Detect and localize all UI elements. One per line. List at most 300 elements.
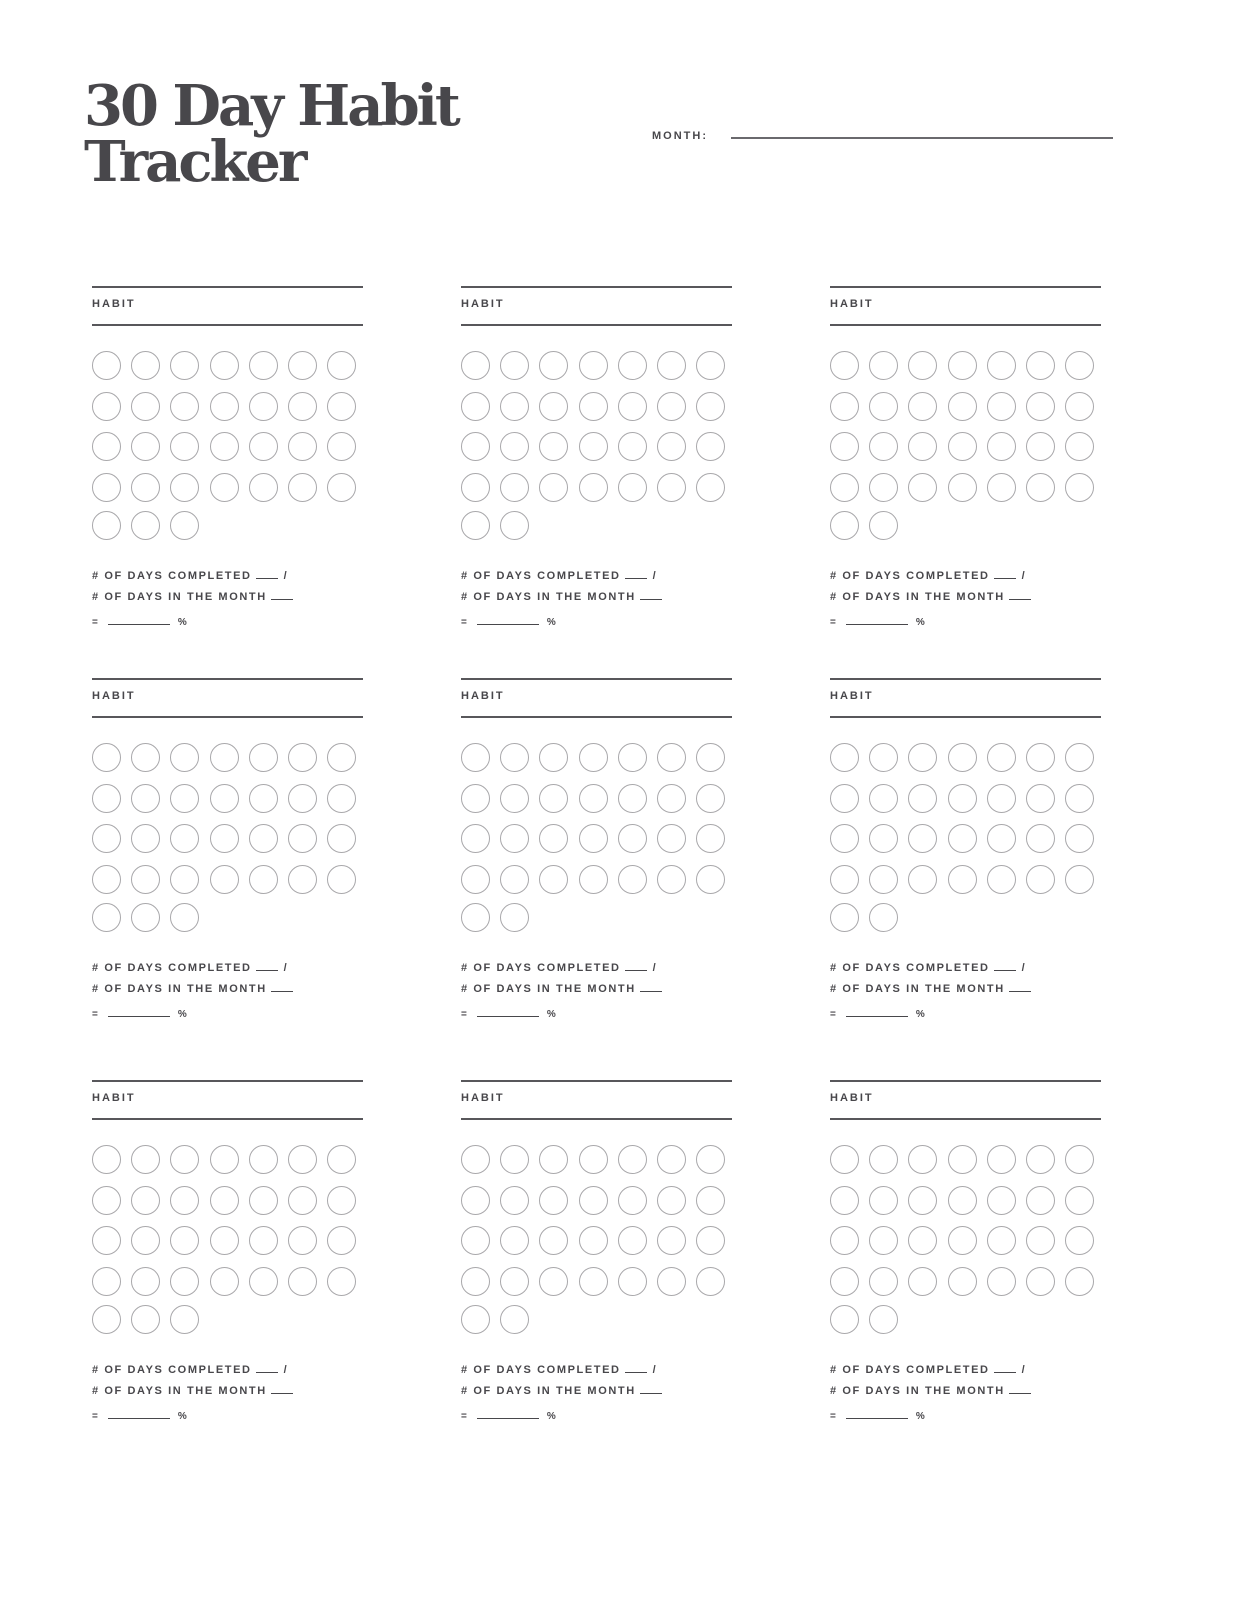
day-circle[interactable] bbox=[987, 784, 1016, 813]
habit-name-line[interactable] bbox=[830, 716, 1101, 718]
day-circle[interactable] bbox=[908, 865, 937, 894]
day-circle[interactable] bbox=[131, 1305, 160, 1334]
day-circle[interactable] bbox=[327, 1145, 356, 1174]
day-circle[interactable] bbox=[500, 511, 529, 540]
day-circle[interactable] bbox=[500, 1267, 529, 1296]
day-circle[interactable] bbox=[696, 824, 725, 853]
day-circle[interactable] bbox=[696, 473, 725, 502]
day-circle[interactable] bbox=[461, 351, 490, 380]
day-circle[interactable] bbox=[579, 473, 608, 502]
day-circle[interactable] bbox=[288, 865, 317, 894]
day-circle[interactable] bbox=[249, 1186, 278, 1215]
day-circle[interactable] bbox=[618, 392, 647, 421]
day-circle[interactable] bbox=[461, 1226, 490, 1255]
day-circle[interactable] bbox=[948, 824, 977, 853]
day-circle[interactable] bbox=[500, 903, 529, 932]
day-circle[interactable] bbox=[657, 824, 686, 853]
day-circle[interactable] bbox=[869, 1267, 898, 1296]
day-circle[interactable] bbox=[288, 1145, 317, 1174]
day-circle[interactable] bbox=[1026, 1267, 1055, 1296]
day-circle[interactable] bbox=[696, 432, 725, 461]
day-circle[interactable] bbox=[210, 865, 239, 894]
day-circle[interactable] bbox=[696, 392, 725, 421]
habit-name-line[interactable] bbox=[92, 324, 363, 326]
day-circle[interactable] bbox=[210, 784, 239, 813]
day-circle[interactable] bbox=[327, 865, 356, 894]
percentage-blank[interactable] bbox=[477, 1007, 539, 1017]
day-circle[interactable] bbox=[539, 392, 568, 421]
day-circle[interactable] bbox=[987, 865, 1016, 894]
day-circle[interactable] bbox=[869, 432, 898, 461]
days-completed-blank[interactable] bbox=[256, 569, 278, 579]
day-circle[interactable] bbox=[288, 743, 317, 772]
day-circle[interactable] bbox=[461, 1267, 490, 1296]
day-circle[interactable] bbox=[948, 392, 977, 421]
day-circle[interactable] bbox=[170, 1305, 199, 1334]
day-circle[interactable] bbox=[696, 1226, 725, 1255]
day-circle[interactable] bbox=[830, 473, 859, 502]
day-circle[interactable] bbox=[500, 473, 529, 502]
day-circle[interactable] bbox=[869, 511, 898, 540]
day-circle[interactable] bbox=[948, 1226, 977, 1255]
day-circle[interactable] bbox=[948, 1267, 977, 1296]
day-circle[interactable] bbox=[170, 1267, 199, 1296]
day-circle[interactable] bbox=[249, 743, 278, 772]
day-circle[interactable] bbox=[170, 392, 199, 421]
day-circle[interactable] bbox=[1065, 351, 1094, 380]
day-circle[interactable] bbox=[948, 743, 977, 772]
day-circle[interactable] bbox=[539, 473, 568, 502]
day-circle[interactable] bbox=[539, 432, 568, 461]
day-circle[interactable] bbox=[327, 392, 356, 421]
day-circle[interactable] bbox=[948, 1186, 977, 1215]
day-circle[interactable] bbox=[92, 473, 121, 502]
day-circle[interactable] bbox=[500, 351, 529, 380]
day-circle[interactable] bbox=[657, 1145, 686, 1174]
day-circle[interactable] bbox=[92, 784, 121, 813]
day-circle[interactable] bbox=[830, 903, 859, 932]
day-circle[interactable] bbox=[579, 1186, 608, 1215]
day-circle[interactable] bbox=[170, 784, 199, 813]
day-circle[interactable] bbox=[131, 1186, 160, 1215]
day-circle[interactable] bbox=[210, 432, 239, 461]
day-circle[interactable] bbox=[696, 784, 725, 813]
day-circle[interactable] bbox=[696, 1267, 725, 1296]
percentage-blank[interactable] bbox=[477, 1409, 539, 1419]
day-circle[interactable] bbox=[618, 865, 647, 894]
day-circle[interactable] bbox=[170, 432, 199, 461]
day-circle[interactable] bbox=[948, 432, 977, 461]
day-circle[interactable] bbox=[461, 432, 490, 461]
day-circle[interactable] bbox=[987, 1226, 1016, 1255]
day-circle[interactable] bbox=[327, 351, 356, 380]
habit-name-line[interactable] bbox=[830, 1118, 1101, 1120]
day-circle[interactable] bbox=[948, 865, 977, 894]
day-circle[interactable] bbox=[618, 1267, 647, 1296]
day-circle[interactable] bbox=[696, 865, 725, 894]
habit-name-line[interactable] bbox=[92, 716, 363, 718]
day-circle[interactable] bbox=[618, 1186, 647, 1215]
day-circle[interactable] bbox=[869, 392, 898, 421]
day-circle[interactable] bbox=[92, 432, 121, 461]
day-circle[interactable] bbox=[210, 392, 239, 421]
day-circle[interactable] bbox=[131, 351, 160, 380]
day-circle[interactable] bbox=[288, 824, 317, 853]
day-circle[interactable] bbox=[288, 1267, 317, 1296]
day-circle[interactable] bbox=[170, 743, 199, 772]
day-circle[interactable] bbox=[579, 1267, 608, 1296]
day-circle[interactable] bbox=[1065, 392, 1094, 421]
day-circle[interactable] bbox=[249, 865, 278, 894]
day-circle[interactable] bbox=[618, 1226, 647, 1255]
day-circle[interactable] bbox=[327, 784, 356, 813]
day-circle[interactable] bbox=[249, 784, 278, 813]
day-circle[interactable] bbox=[131, 432, 160, 461]
day-circle[interactable] bbox=[579, 865, 608, 894]
day-circle[interactable] bbox=[657, 473, 686, 502]
day-circle[interactable] bbox=[210, 351, 239, 380]
day-circle[interactable] bbox=[696, 1186, 725, 1215]
day-circle[interactable] bbox=[657, 392, 686, 421]
day-circle[interactable] bbox=[830, 392, 859, 421]
day-circle[interactable] bbox=[92, 1145, 121, 1174]
day-circle[interactable] bbox=[92, 511, 121, 540]
day-circle[interactable] bbox=[131, 473, 160, 502]
day-circle[interactable] bbox=[657, 865, 686, 894]
day-circle[interactable] bbox=[92, 865, 121, 894]
day-circle[interactable] bbox=[539, 865, 568, 894]
days-in-month-blank[interactable] bbox=[271, 1384, 293, 1394]
day-circle[interactable] bbox=[249, 432, 278, 461]
day-circle[interactable] bbox=[539, 1267, 568, 1296]
day-circle[interactable] bbox=[869, 784, 898, 813]
day-circle[interactable] bbox=[539, 824, 568, 853]
day-circle[interactable] bbox=[170, 824, 199, 853]
day-circle[interactable] bbox=[131, 903, 160, 932]
day-circle[interactable] bbox=[1065, 432, 1094, 461]
day-circle[interactable] bbox=[908, 392, 937, 421]
day-circle[interactable] bbox=[539, 351, 568, 380]
day-circle[interactable] bbox=[210, 1145, 239, 1174]
day-circle[interactable] bbox=[948, 473, 977, 502]
day-circle[interactable] bbox=[987, 1267, 1016, 1296]
day-circle[interactable] bbox=[210, 473, 239, 502]
day-circle[interactable] bbox=[500, 1145, 529, 1174]
day-circle[interactable] bbox=[288, 473, 317, 502]
day-circle[interactable] bbox=[908, 1226, 937, 1255]
day-circle[interactable] bbox=[288, 1226, 317, 1255]
day-circle[interactable] bbox=[869, 1145, 898, 1174]
day-circle[interactable] bbox=[908, 432, 937, 461]
day-circle[interactable] bbox=[461, 1145, 490, 1174]
day-circle[interactable] bbox=[987, 351, 1016, 380]
day-circle[interactable] bbox=[170, 1226, 199, 1255]
day-circle[interactable] bbox=[869, 1186, 898, 1215]
day-circle[interactable] bbox=[1065, 473, 1094, 502]
day-circle[interactable] bbox=[869, 1226, 898, 1255]
day-circle[interactable] bbox=[500, 392, 529, 421]
day-circle[interactable] bbox=[1026, 351, 1055, 380]
day-circle[interactable] bbox=[249, 392, 278, 421]
day-circle[interactable] bbox=[830, 432, 859, 461]
percentage-blank[interactable] bbox=[846, 1409, 908, 1419]
day-circle[interactable] bbox=[657, 743, 686, 772]
day-circle[interactable] bbox=[210, 1267, 239, 1296]
day-circle[interactable] bbox=[1026, 824, 1055, 853]
day-circle[interactable] bbox=[92, 824, 121, 853]
days-in-month-blank[interactable] bbox=[1009, 1384, 1031, 1394]
day-circle[interactable] bbox=[987, 392, 1016, 421]
day-circle[interactable] bbox=[92, 1267, 121, 1296]
day-circle[interactable] bbox=[908, 351, 937, 380]
day-circle[interactable] bbox=[327, 824, 356, 853]
day-circle[interactable] bbox=[1065, 1145, 1094, 1174]
day-circle[interactable] bbox=[249, 1145, 278, 1174]
day-circle[interactable] bbox=[1026, 1186, 1055, 1215]
day-circle[interactable] bbox=[1026, 784, 1055, 813]
day-circle[interactable] bbox=[131, 1267, 160, 1296]
day-circle[interactable] bbox=[948, 784, 977, 813]
day-circle[interactable] bbox=[131, 743, 160, 772]
day-circle[interactable] bbox=[539, 743, 568, 772]
day-circle[interactable] bbox=[500, 743, 529, 772]
habit-name-line[interactable] bbox=[92, 1118, 363, 1120]
day-circle[interactable] bbox=[579, 784, 608, 813]
day-circle[interactable] bbox=[908, 1186, 937, 1215]
day-circle[interactable] bbox=[92, 743, 121, 772]
day-circle[interactable] bbox=[830, 1226, 859, 1255]
percentage-blank[interactable] bbox=[108, 615, 170, 625]
day-circle[interactable] bbox=[618, 351, 647, 380]
days-in-month-blank[interactable] bbox=[640, 590, 662, 600]
days-in-month-blank[interactable] bbox=[1009, 590, 1031, 600]
day-circle[interactable] bbox=[987, 1145, 1016, 1174]
day-circle[interactable] bbox=[500, 1305, 529, 1334]
percentage-blank[interactable] bbox=[108, 1409, 170, 1419]
day-circle[interactable] bbox=[131, 784, 160, 813]
day-circle[interactable] bbox=[908, 743, 937, 772]
day-circle[interactable] bbox=[830, 865, 859, 894]
day-circle[interactable] bbox=[170, 351, 199, 380]
day-circle[interactable] bbox=[210, 1186, 239, 1215]
days-completed-blank[interactable] bbox=[625, 1363, 647, 1373]
day-circle[interactable] bbox=[131, 824, 160, 853]
day-circle[interactable] bbox=[987, 432, 1016, 461]
day-circle[interactable] bbox=[539, 784, 568, 813]
day-circle[interactable] bbox=[249, 1267, 278, 1296]
day-circle[interactable] bbox=[288, 432, 317, 461]
day-circle[interactable] bbox=[461, 903, 490, 932]
day-circle[interactable] bbox=[131, 1145, 160, 1174]
day-circle[interactable] bbox=[461, 824, 490, 853]
day-circle[interactable] bbox=[1065, 1226, 1094, 1255]
month-input-line[interactable] bbox=[731, 137, 1113, 139]
day-circle[interactable] bbox=[987, 1186, 1016, 1215]
day-circle[interactable] bbox=[131, 392, 160, 421]
day-circle[interactable] bbox=[948, 351, 977, 380]
day-circle[interactable] bbox=[1026, 1226, 1055, 1255]
day-circle[interactable] bbox=[696, 351, 725, 380]
days-in-month-blank[interactable] bbox=[271, 982, 293, 992]
habit-name-line[interactable] bbox=[461, 324, 732, 326]
day-circle[interactable] bbox=[830, 784, 859, 813]
day-circle[interactable] bbox=[92, 351, 121, 380]
day-circle[interactable] bbox=[579, 1145, 608, 1174]
days-completed-blank[interactable] bbox=[625, 961, 647, 971]
day-circle[interactable] bbox=[92, 903, 121, 932]
percentage-blank[interactable] bbox=[108, 1007, 170, 1017]
habit-name-line[interactable] bbox=[830, 324, 1101, 326]
days-in-month-blank[interactable] bbox=[271, 590, 293, 600]
day-circle[interactable] bbox=[830, 1305, 859, 1334]
habit-name-line[interactable] bbox=[461, 1118, 732, 1120]
day-circle[interactable] bbox=[500, 784, 529, 813]
day-circle[interactable] bbox=[131, 865, 160, 894]
day-circle[interactable] bbox=[461, 1186, 490, 1215]
day-circle[interactable] bbox=[579, 1226, 608, 1255]
days-completed-blank[interactable] bbox=[994, 1363, 1016, 1373]
day-circle[interactable] bbox=[1065, 824, 1094, 853]
day-circle[interactable] bbox=[579, 824, 608, 853]
day-circle[interactable] bbox=[461, 392, 490, 421]
day-circle[interactable] bbox=[461, 473, 490, 502]
day-circle[interactable] bbox=[170, 473, 199, 502]
day-circle[interactable] bbox=[1026, 865, 1055, 894]
day-circle[interactable] bbox=[288, 1186, 317, 1215]
day-circle[interactable] bbox=[830, 511, 859, 540]
day-circle[interactable] bbox=[288, 784, 317, 813]
day-circle[interactable] bbox=[500, 1186, 529, 1215]
days-in-month-blank[interactable] bbox=[640, 1384, 662, 1394]
day-circle[interactable] bbox=[908, 1267, 937, 1296]
day-circle[interactable] bbox=[500, 1226, 529, 1255]
day-circle[interactable] bbox=[500, 824, 529, 853]
day-circle[interactable] bbox=[461, 743, 490, 772]
day-circle[interactable] bbox=[869, 824, 898, 853]
day-circle[interactable] bbox=[210, 743, 239, 772]
days-completed-blank[interactable] bbox=[994, 569, 1016, 579]
day-circle[interactable] bbox=[327, 473, 356, 502]
day-circle[interactable] bbox=[1026, 432, 1055, 461]
day-circle[interactable] bbox=[618, 473, 647, 502]
day-circle[interactable] bbox=[1065, 1267, 1094, 1296]
day-circle[interactable] bbox=[131, 511, 160, 540]
days-completed-blank[interactable] bbox=[256, 961, 278, 971]
day-circle[interactable] bbox=[657, 1267, 686, 1296]
day-circle[interactable] bbox=[170, 1145, 199, 1174]
day-circle[interactable] bbox=[987, 824, 1016, 853]
day-circle[interactable] bbox=[539, 1186, 568, 1215]
days-in-month-blank[interactable] bbox=[640, 982, 662, 992]
day-circle[interactable] bbox=[170, 865, 199, 894]
day-circle[interactable] bbox=[249, 351, 278, 380]
day-circle[interactable] bbox=[657, 351, 686, 380]
day-circle[interactable] bbox=[579, 743, 608, 772]
day-circle[interactable] bbox=[987, 743, 1016, 772]
day-circle[interactable] bbox=[869, 1305, 898, 1334]
day-circle[interactable] bbox=[948, 1145, 977, 1174]
day-circle[interactable] bbox=[210, 824, 239, 853]
day-circle[interactable] bbox=[830, 743, 859, 772]
day-circle[interactable] bbox=[579, 351, 608, 380]
day-circle[interactable] bbox=[170, 511, 199, 540]
day-circle[interactable] bbox=[327, 743, 356, 772]
day-circle[interactable] bbox=[657, 784, 686, 813]
day-circle[interactable] bbox=[461, 511, 490, 540]
day-circle[interactable] bbox=[1026, 1145, 1055, 1174]
day-circle[interactable] bbox=[1026, 743, 1055, 772]
day-circle[interactable] bbox=[618, 1145, 647, 1174]
day-circle[interactable] bbox=[657, 1226, 686, 1255]
day-circle[interactable] bbox=[618, 824, 647, 853]
day-circle[interactable] bbox=[539, 1145, 568, 1174]
day-circle[interactable] bbox=[657, 432, 686, 461]
day-circle[interactable] bbox=[696, 743, 725, 772]
day-circle[interactable] bbox=[327, 1186, 356, 1215]
day-circle[interactable] bbox=[1065, 1186, 1094, 1215]
days-in-month-blank[interactable] bbox=[1009, 982, 1031, 992]
day-circle[interactable] bbox=[249, 824, 278, 853]
day-circle[interactable] bbox=[288, 351, 317, 380]
days-completed-blank[interactable] bbox=[256, 1363, 278, 1373]
days-completed-blank[interactable] bbox=[625, 569, 647, 579]
day-circle[interactable] bbox=[579, 432, 608, 461]
day-circle[interactable] bbox=[869, 351, 898, 380]
day-circle[interactable] bbox=[869, 865, 898, 894]
habit-name-line[interactable] bbox=[461, 716, 732, 718]
day-circle[interactable] bbox=[1026, 473, 1055, 502]
day-circle[interactable] bbox=[461, 784, 490, 813]
day-circle[interactable] bbox=[618, 743, 647, 772]
day-circle[interactable] bbox=[500, 865, 529, 894]
day-circle[interactable] bbox=[579, 392, 608, 421]
day-circle[interactable] bbox=[461, 1305, 490, 1334]
day-circle[interactable] bbox=[92, 1226, 121, 1255]
day-circle[interactable] bbox=[830, 1145, 859, 1174]
percentage-blank[interactable] bbox=[477, 615, 539, 625]
day-circle[interactable] bbox=[92, 392, 121, 421]
day-circle[interactable] bbox=[908, 473, 937, 502]
day-circle[interactable] bbox=[327, 1226, 356, 1255]
day-circle[interactable] bbox=[908, 824, 937, 853]
day-circle[interactable] bbox=[908, 1145, 937, 1174]
day-circle[interactable] bbox=[869, 743, 898, 772]
percentage-blank[interactable] bbox=[846, 1007, 908, 1017]
day-circle[interactable] bbox=[1065, 784, 1094, 813]
day-circle[interactable] bbox=[249, 473, 278, 502]
day-circle[interactable] bbox=[539, 1226, 568, 1255]
day-circle[interactable] bbox=[830, 1267, 859, 1296]
day-circle[interactable] bbox=[908, 784, 937, 813]
day-circle[interactable] bbox=[869, 903, 898, 932]
day-circle[interactable] bbox=[830, 1186, 859, 1215]
day-circle[interactable] bbox=[987, 473, 1016, 502]
day-circle[interactable] bbox=[170, 903, 199, 932]
day-circle[interactable] bbox=[131, 1226, 160, 1255]
day-circle[interactable] bbox=[249, 1226, 278, 1255]
day-circle[interactable] bbox=[92, 1186, 121, 1215]
day-circle[interactable] bbox=[170, 1186, 199, 1215]
days-completed-blank[interactable] bbox=[994, 961, 1016, 971]
percentage-blank[interactable] bbox=[846, 615, 908, 625]
day-circle[interactable] bbox=[1065, 865, 1094, 894]
day-circle[interactable] bbox=[618, 784, 647, 813]
day-circle[interactable] bbox=[210, 1226, 239, 1255]
day-circle[interactable] bbox=[869, 473, 898, 502]
day-circle[interactable] bbox=[618, 432, 647, 461]
day-circle[interactable] bbox=[696, 1145, 725, 1174]
day-circle[interactable] bbox=[500, 432, 529, 461]
